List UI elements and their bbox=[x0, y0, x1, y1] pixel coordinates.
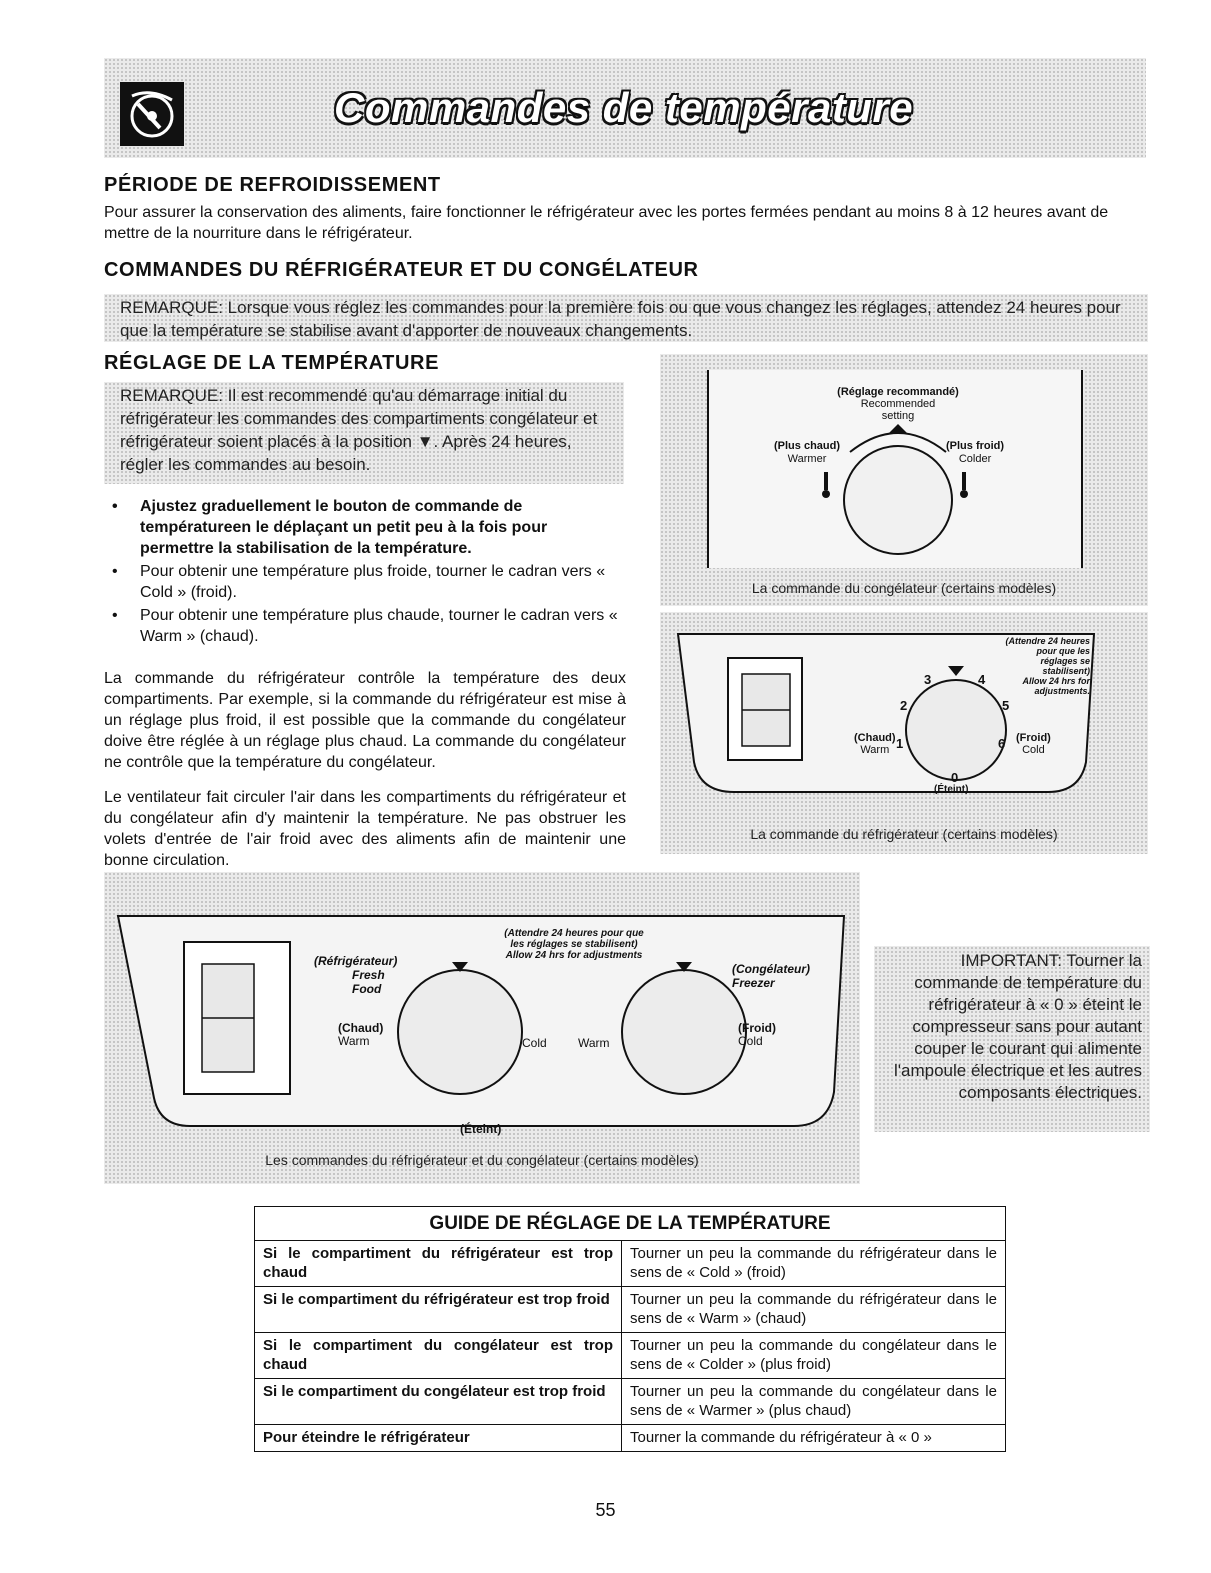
both-wait-label: (Attendre 24 heures pour que les réglages se stabilisent) Allow 24 hrs for adjustments bbox=[504, 928, 644, 961]
page-title: Commandes de température bbox=[334, 84, 914, 131]
table-row bbox=[255, 1241, 1006, 1287]
setting-note bbox=[104, 382, 624, 484]
both-control-caption: Les commandes du réfrigérateur et du congélateur (certains modèles) bbox=[265, 1152, 699, 1168]
guide-action: Tourner un peu la commande du réfrigérateur dans le sens de « Cold » (froid) bbox=[622, 1241, 1006, 1287]
fridge-control-caption: La commande du réfrigérateur (certains modèles) bbox=[750, 826, 1058, 842]
fridge-control-figure: 3 4 2 5 1 6 0 (Chaud) Warm (Froid) Cold (Éteint) (Attendre 24 heures pour que les réglages se stabilisent) Allow 24 hrs for adjustments. La commande du réfrigérateur (certains modèles) bbox=[660, 612, 1148, 854]
table-row bbox=[255, 1287, 1006, 1333]
guide-condition: Pour éteindre le réfrigérateur bbox=[255, 1425, 622, 1452]
recommended-setting-label: (Réglage recommandé) Recommended setting bbox=[837, 386, 959, 422]
fridge-warm-label: (Chaud) Warm bbox=[854, 732, 896, 756]
temperature-guide-table bbox=[254, 1206, 1006, 1452]
mid-cold-label: Cold bbox=[522, 1036, 547, 1050]
bullet-item: • Ajustez graduellement le bouton de commande de températureen le déplaçant un petit peu à la fois pour permettre la stabilisation de la température. bbox=[104, 496, 624, 559]
fridge-wait-label: (Attendre 24 heures pour que les réglages se stabilisent) Allow 24 hrs for adjustments. bbox=[1005, 636, 1090, 696]
both-off-label: (Éteint) bbox=[460, 1122, 502, 1136]
setting-paragraph-1: La commande du réfrigérateur contrôle la température des deux compartiments. Par exemple, si la commande du réfrigérateur est mise à un réglage plus froid, il est possible que la commande du congélateur doive être réglée à un réglage plus chaud. La commande du congélateur ne contrôle que la température du congélateur. bbox=[104, 670, 626, 771]
page-banner bbox=[104, 58, 1146, 158]
guide-title: GUIDE DE RÉGLAGE DE LA TEMPÉRATURE bbox=[255, 1207, 1006, 1241]
freezer-control-figure bbox=[660, 354, 1148, 606]
page-number: 55 bbox=[595, 1500, 616, 1520]
fresh-food-label: (Réfrigérateur) Fresh Food bbox=[314, 954, 398, 996]
table-row bbox=[255, 1333, 1006, 1379]
setting-bullets bbox=[104, 496, 624, 649]
controls-note-text: REMARQUE: Lorsque vous réglez les commandes pour la première fois ou que vous changez les réglages, attendez 24 heures pour que la température se stabilise avant d'apporter de nouveaux changements. bbox=[120, 298, 1121, 340]
fridge-off-label: (Éteint) bbox=[934, 784, 969, 795]
cooling-period-text: Pour assurer la conservation des aliments, faire fonctionner le réfrigérateur avec les portes fermées pendant au moins 8 à 12 heures avant de mettre de la nourriture dans le réfrigérateur. bbox=[104, 204, 1109, 242]
table-row bbox=[255, 1425, 1006, 1452]
fridge-cold-label: (Froid) Cold bbox=[1016, 732, 1051, 756]
controls-heading: COMMANDES DU RÉFRIGÉRATEUR ET DU CONGÉLATEUR bbox=[104, 259, 699, 281]
freezer-label: (Congélateur) Freezer bbox=[732, 962, 810, 990]
important-note bbox=[874, 946, 1150, 1132]
fridge-and-freezer-control-figure bbox=[104, 872, 860, 1184]
controls-note bbox=[104, 294, 1148, 342]
both-warm-label: (Chaud) Warm bbox=[338, 1021, 384, 1048]
guide-condition: Si le compartiment du congélateur est trop chaud bbox=[255, 1333, 622, 1379]
thermometer-dial-icon bbox=[120, 82, 184, 146]
colder-label: (Plus froid) Colder bbox=[946, 440, 1005, 465]
guide-action: Tourner un peu la commande du réfrigérateur dans le sens de « Warm » (chaud) bbox=[622, 1287, 1006, 1333]
guide-action: Tourner la commande du réfrigérateur à « 0 » bbox=[622, 1425, 1006, 1452]
guide-condition: Si le compartiment du réfrigérateur est trop froid bbox=[255, 1287, 622, 1333]
table-row bbox=[255, 1379, 1006, 1425]
warmer-label: (Plus chaud) Warmer bbox=[774, 440, 841, 465]
guide-action: Tourner un peu la commande du congélateur dans le sens de « Warmer » (plus chaud) bbox=[622, 1379, 1006, 1425]
setting-heading: RÉGLAGE DE LA TEMPÉRATURE bbox=[104, 352, 440, 374]
guide-condition: Si le compartiment du réfrigérateur est trop chaud bbox=[255, 1241, 622, 1287]
cooling-period-heading: PÉRIODE DE REFROIDISSEMENT bbox=[104, 174, 441, 196]
guide-action: Tourner un peu la commande du congélateur dans le sens de « Colder » (plus froid) bbox=[622, 1333, 1006, 1379]
both-cold-label: (Froid) Cold bbox=[738, 1021, 776, 1048]
freezer-control-caption: La commande du congélateur (certains modèles) bbox=[751, 580, 1057, 596]
important-note-text: IMPORTANT: Tourner la commande de température du réfrigérateur à « 0 » éteint le compresseur sans pour autant couper le courant qui alimente l'ampoule électrique et les autres composants électriques. bbox=[894, 951, 1142, 1102]
bullet-item: • Pour obtenir une température plus chaude, tourner le cadran vers « Warm » (chaud). bbox=[104, 605, 624, 647]
bullet-item: • Pour obtenir une température plus froide, tourner le cadran vers « Cold » (froid). bbox=[104, 561, 624, 603]
setting-note-text: REMARQUE: Il est recommendé qu'au démarrage initial du réfrigérateur les commandes des compartiments congélateur et réfrigérateur soient placés à la position ▼. Après 24 heures, régler les commandes au besoin. bbox=[120, 386, 598, 474]
guide-condition: Si le compartiment du congélateur est trop froid bbox=[255, 1379, 622, 1425]
setting-paragraph-2: Le ventilateur fait circuler l'air dans les compartiments du réfrigérateur et du congélateur afin d'y maintenir la température. Ne pas obstruer les volets d'entrée de l'air froid avec des aliments afin de maintenir une bonne circulation. bbox=[104, 789, 626, 869]
mid-warm-label: Warm bbox=[578, 1036, 610, 1050]
